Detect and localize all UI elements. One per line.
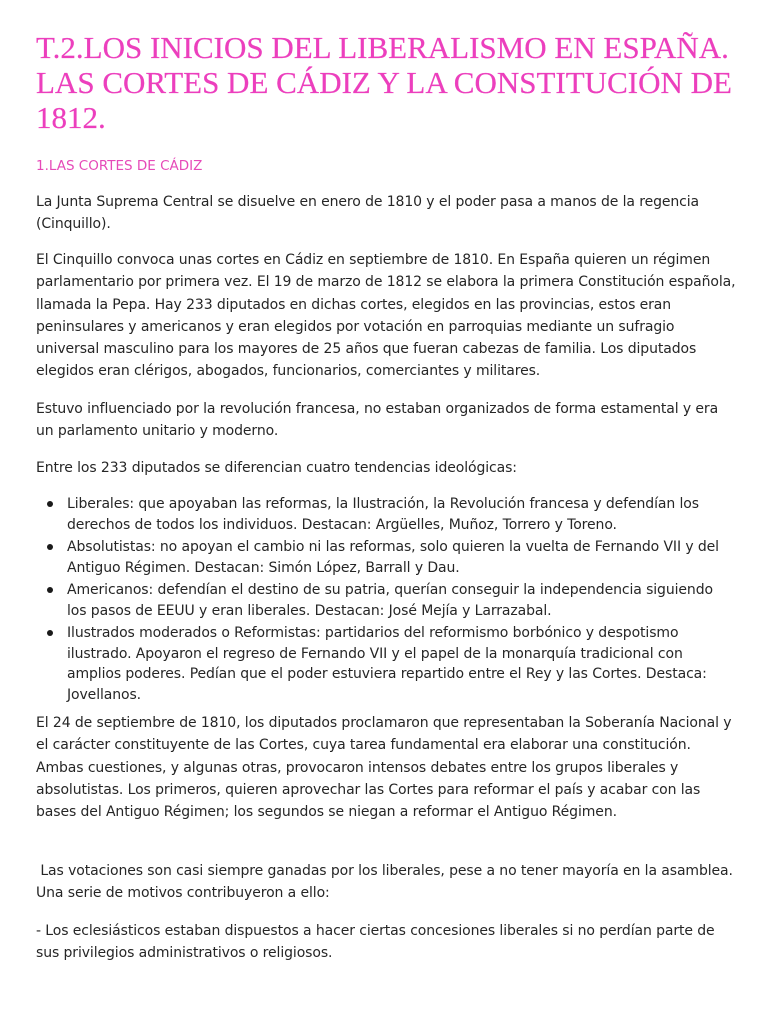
bullet-icon — [47, 630, 53, 636]
bullet-icon — [47, 544, 53, 550]
list-item-absolutistas — [36, 537, 736, 578]
list-item-americanos — [36, 580, 736, 621]
paragraph-eclesiasticos: - Los eclesiásticos estaban dispuestos a hacer ciertas concesiones liberales si no perdían parte de sus privilegios administrativos o religiosos. — [36, 923, 715, 962]
list-item-liberales — [36, 494, 736, 535]
bullet-icon — [47, 501, 53, 507]
list-item-reformistas — [36, 623, 736, 705]
list-item-text: Ilustrados moderados o Reformistas: partidarios del reformismo borbónico y despotismo ilustrado. Apoyaron el regreso de Fernando VII y el papel de la monarquía tradicional con amplios poderes. Pedían que el poder estuviera repartido entre el Rey y las Cortes. Destaca: Jovellanos. — [67, 625, 707, 703]
paragraph-cinquillo: El Cinquillo convoca unas cortes en Cádiz en septiembre de 1810. En España quieren un régimen parlamentario por primera vez. El 19 de marzo de 1812 se elabora la primera Constitución española, llamada la Pepa. Hay 233 diputados en dichas cortes, elegidos en las provincias, estos eran peninsulares y americanos y eran elegidos por votación en parroquias mediante un sufragio universal masculino para los mayores de 25 años que fueran cabezas de familia. Los diputados elegidos eran clérigos, abogados, funcionarios, comerciantes y militares. — [36, 252, 736, 380]
paragraph-tendencias-intro: Entre los 233 diputados se diferencian cuatro tendencias ideológicas: — [36, 460, 517, 476]
paragraph-soberania: El 24 de septiembre de 1810, los diputados proclamaron que representaban la Soberanía Nacional y el carácter constituyente de las Cortes, cuya tarea fundamental era elaborar una constitución. Ambas cuestiones, y algunas otras, provocaron intensos debates entre los grupos liberales y absolutistas. Los primeros, quieren aprovechar las Cortes para reformar el país y acabar con las bases del Antiguo Régimen; los segundos se niegan a reformar el Antiguo Régimen. — [36, 715, 732, 821]
paragraph-junta: La Junta Suprema Central se disuelve en enero de 1810 y el poder pasa a manos de la regencia (Cinquillo). — [36, 194, 700, 233]
paragraph-votaciones: Las votaciones son casi siempre ganadas por los liberales, pese a no tener mayoría en la asamblea. Una serie de motivos contribuyeron a ello: — [36, 863, 738, 902]
section-heading: 1.LAS CORTES DE CÁDIZ — [36, 158, 203, 174]
document-title: T.2.LOS INICIOS DEL LIBERALISMO EN ESPAÑA. LAS CORTES DE CÁDIZ Y LA CONSTITUCIÓN DE 1812. — [36, 30, 732, 135]
list-item-text: Absolutistas: no apoyan el cambio ni las reformas, solo quieren la vuelta de Fernando VII y del Antiguo Régimen. Destacan: Simón López, Barrall y Dau. — [67, 539, 719, 576]
paragraph-influencia: Estuvo influenciado por la revolución francesa, no estaban organizados de forma estamental y era un parlamento unitario y moderno. — [36, 401, 719, 440]
tendencies-list — [36, 494, 736, 705]
bullet-icon — [47, 587, 53, 593]
list-item-text: Liberales: que apoyaban las reformas, la Ilustración, la Revolución francesa y defendían los derechos de todos los individuos. Destacan: Argüelles, Muñoz, Torrero y Toreno. — [67, 496, 699, 533]
list-item-text: Americanos: defendían el destino de su patria, querían conseguir la independencia siguiendo los pasos de EEUU y eran liberales. Destacan: José Mejía y Larrazabal. — [67, 582, 713, 619]
